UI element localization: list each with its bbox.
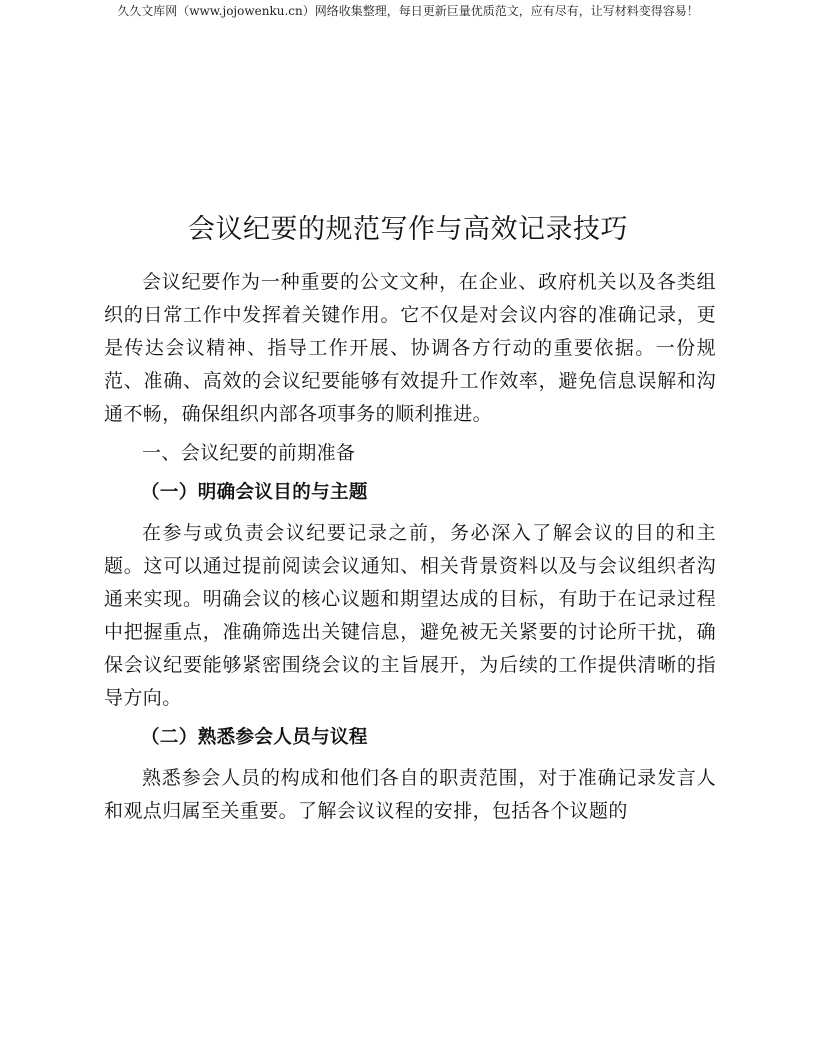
intro-paragraph: 会议纪要作为一种重要的公文文种，在企业、政府机关以及各类组织的日常工作中发挥着关键作用。它不仅是对会议内容的准确记录，更是传达会议精神、指导工作开展、协调各方行动的重要依据。一份规范、准确、高效的会议纪要能够有效提升工作效率，避免信息误解和沟通不畅，确保组织内部各项事务的顺利推进。 — [104, 271, 716, 425]
source-header-notice: 久久文库网（www.jojowenku.cn）网络收集整理，每日更新巨量优质范文，应有尽有，让写材料变得容易！ — [117, 4, 699, 18]
section-heading-preparation: 一、会议纪要的前期准备 — [142, 442, 356, 464]
document-body — [104, 266, 716, 828]
subsection-heading-purpose: （一）明确会议目的与主题 — [141, 482, 368, 503]
subsection-heading-participants: （二）熟悉参会人员与议程 — [141, 727, 368, 748]
purpose-paragraph: 在参与或负责会议纪要记录之前，务必深入了解会议的目的和主题。这可以通过提前阅读会议通知、相关背景资料以及与会议组织者沟通来实现。明确会议的核心议题和期望达成的目标，有助于在记录过程中把握重点，准确筛选出关键信息，避免被无关紧要的讨论所干扰，确保会议纪要能够紧密围绕会议的主旨展开，为后续的工作提供清晰的指导方向。 — [104, 522, 716, 709]
document-title: 会议纪要的规范写作与高效记录技巧 — [188, 214, 628, 245]
participants-paragraph: 熟悉参会人员的构成和他们各自的职责范围，对于准确记录发言人和观点归属至关重要。了解会议议程的安排，包括各个议题的 — [104, 767, 716, 822]
